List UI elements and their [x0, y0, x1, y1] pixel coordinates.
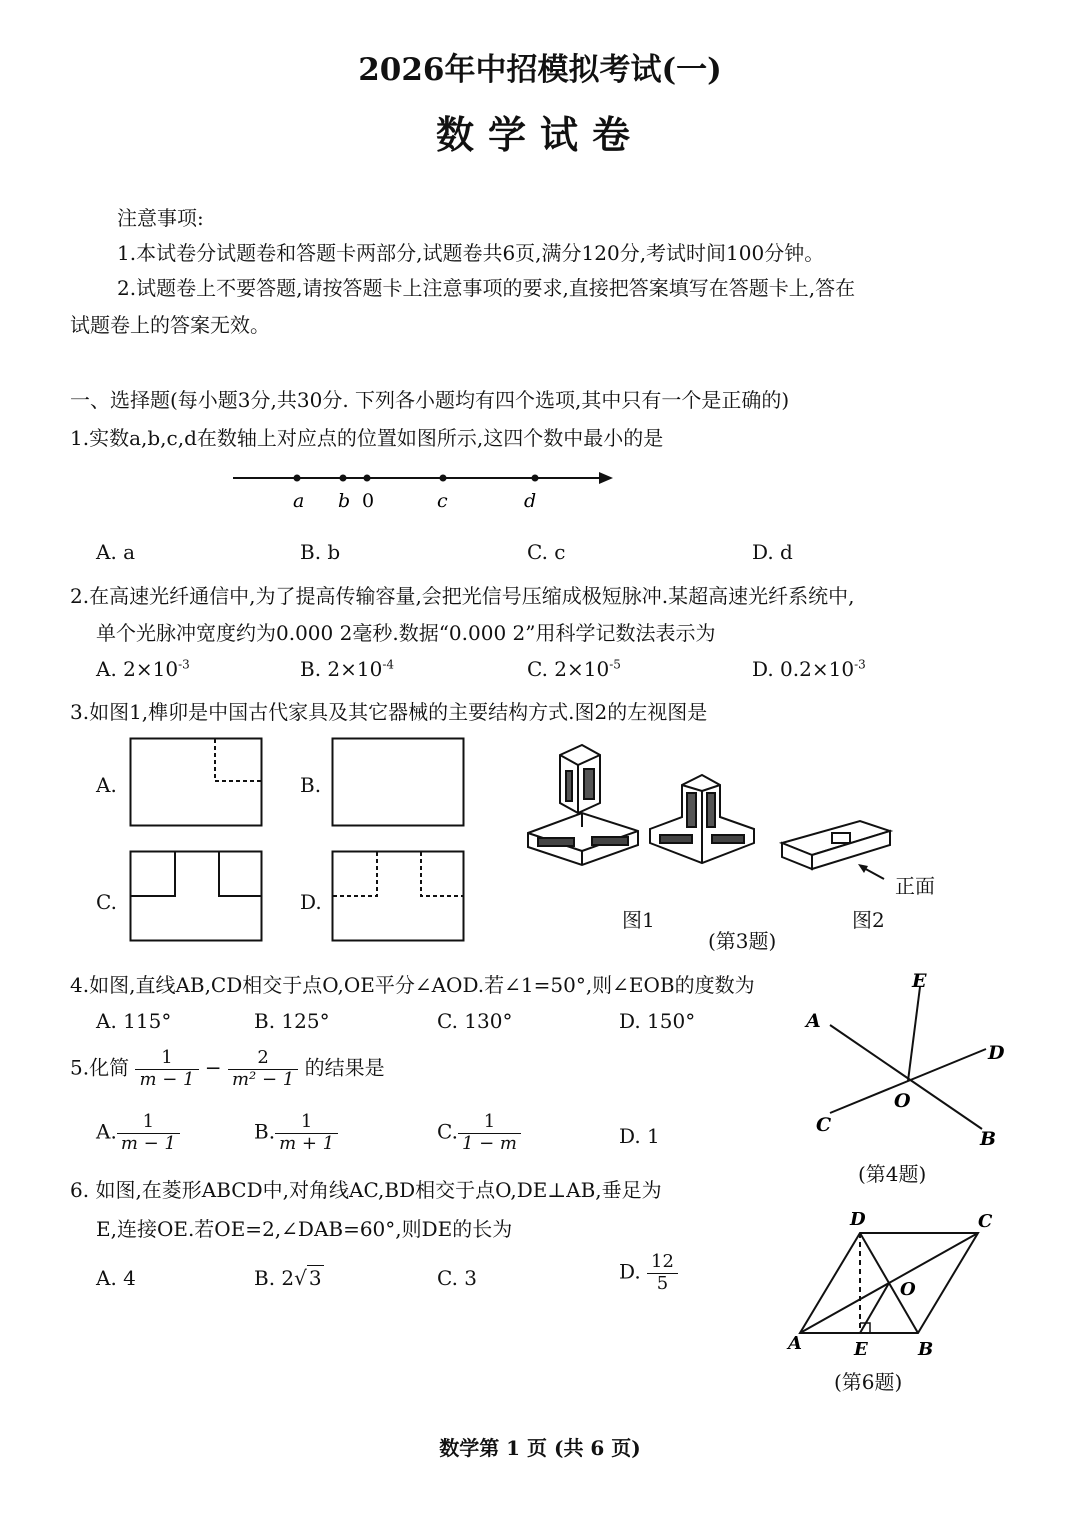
- exam-title: 2026年中招模拟考试(一): [358, 52, 722, 88]
- q4-option-a: A. 115°: [96, 1009, 172, 1033]
- axis-label-c: c: [437, 490, 448, 512]
- q1-number-line: [225, 462, 625, 522]
- q3-figure-1-caption: 图1: [622, 908, 655, 932]
- q4-figure: [800, 965, 1020, 1155]
- q3-figure-1-joinery: [522, 735, 772, 870]
- q5-option-d: D. 1: [619, 1124, 660, 1148]
- svg-text:C: C: [816, 1114, 832, 1136]
- q3-caption: (第3题): [708, 929, 777, 953]
- q2-option-a: A. $2\times 10^{-3}$: [96, 657, 190, 681]
- q5-option-c: C. $\frac{1}{1 - m}$: [437, 1112, 521, 1154]
- q3-option-b-label: B.: [300, 773, 322, 797]
- q2-option-b: B. $2\times 10^{-4}$: [300, 657, 395, 681]
- q3-option-d-view: [331, 850, 467, 944]
- q3-option-c-label: C.: [96, 890, 117, 914]
- q1-option-d: D. d: [752, 540, 793, 564]
- q1-stem: 1.实数a,b,c,d在数轴上对应点的位置如图所示,这四个数中最小的是: [70, 426, 664, 450]
- notice-item-1: 1.本试卷分试题卷和答题卡两部分,试题卷共6页,满分120分,考试时间100分钟。: [117, 241, 825, 265]
- q1-option-a: A. a: [96, 540, 136, 564]
- q6-caption: (第6题): [834, 1370, 903, 1394]
- axis-label-b: b: [338, 490, 351, 512]
- notice-item-2-line-1: 2.试题卷上不要答题,请按答题卡上注意事项的要求,直接把答案填写在答题卡上,答在: [117, 276, 856, 300]
- q2-option-d: D. $0.2\times 10^{-3}$: [752, 657, 866, 681]
- q2-stem-line-1: 2.在高速光纤通信中,为了提高传输容量,会把光信号压缩成极短脉冲.某超高速光纤系统中,: [70, 584, 855, 608]
- svg-text:O: O: [894, 1090, 911, 1112]
- axis-label-d: d: [524, 490, 537, 512]
- q1-option-c: C. c: [527, 540, 566, 564]
- q3-option-a-label: A.: [96, 773, 117, 797]
- subject-title: 数学试卷: [435, 112, 644, 157]
- section-1-heading: 一、选择题(每小题3分,共30分. 下列各小题均有四个选项,其中只有一个是正确的): [70, 388, 790, 412]
- q4-stem: 4.如图,直线AB,CD相交于点O,OE平分∠AOD.若∠1=50°,则∠EOB的度数为: [70, 973, 755, 997]
- svg-text:D: D: [850, 1209, 866, 1230]
- svg-text:B: B: [980, 1128, 997, 1150]
- svg-text:C: C: [978, 1211, 993, 1232]
- q6-option-d: D. $\frac{12}{5}$: [619, 1252, 678, 1294]
- svg-text:E: E: [854, 1339, 868, 1360]
- notice-item-2-line-2: 试题卷上的答案无效。: [70, 313, 270, 337]
- q2-stem-line-2: 单个光脉冲宽度约为0.000 2毫秒.数据“0.000 2”用科学记数法表示为: [96, 621, 716, 645]
- q1-option-b: B. b: [300, 540, 341, 564]
- q5-option-b: B. $\frac{1}{m + 1}$: [254, 1112, 338, 1154]
- q5-option-a: A. $\frac{1}{m - 1}$: [96, 1112, 180, 1154]
- svg-text:O: O: [900, 1279, 916, 1300]
- q3-stem: 3.如图1,榫卯是中国古代家具及其它器械的主要结构方式.图2的左视图是: [70, 700, 708, 724]
- q5-fraction-2: $\frac{2}{\text{m² − 1}}$: [228, 1048, 298, 1090]
- q3-figure-2-caption: 图2: [852, 908, 885, 932]
- q4-option-b: B. 125°: [254, 1009, 330, 1033]
- q5-fraction-1: $\frac{1}{m - 1}$: [135, 1048, 198, 1090]
- q2-option-c: C. $2\times 10^{-5}$: [527, 657, 621, 681]
- svg-text:E: E: [912, 970, 927, 992]
- q3-option-a-view: [129, 737, 265, 829]
- q6-option-b: B. 2√ 3: [254, 1266, 322, 1290]
- q4-option-c: C. 130°: [437, 1009, 513, 1033]
- q6-option-c: C. 3: [437, 1266, 478, 1290]
- q5-stem: 5.化简 $\frac{1}{m - 1}$ − $\frac{2}{\text{m² − 1}}$ 的结果是: [70, 1047, 385, 1090]
- axis-label-zero: 0: [362, 490, 375, 512]
- q6-option-a: A. 4: [96, 1266, 136, 1290]
- q3-option-d-label: D.: [300, 890, 322, 914]
- axis-label-a: a: [293, 490, 305, 512]
- q3-option-b-view: [331, 737, 467, 829]
- svg-text:D: D: [988, 1042, 1005, 1064]
- svg-text:B: B: [918, 1339, 934, 1360]
- page-footer: 数学第 1 页 (共 6 页): [439, 1436, 641, 1460]
- svg-text:A: A: [788, 1333, 802, 1354]
- q3-option-c-view: [129, 850, 265, 944]
- q6-stem-line-1: 6. 如图,在菱形ABCD中,对角线AC,BD相交于点O,DE⊥AB,垂足为: [70, 1178, 662, 1202]
- notice-heading: 注意事项:: [117, 206, 204, 230]
- q6-figure: [780, 1205, 1010, 1365]
- q6-stem-line-2: E,连接OE.若OE=2,∠DAB=60°,则DE的长为: [96, 1217, 513, 1241]
- svg-text:A: A: [806, 1010, 821, 1032]
- q4-option-d: D. 150°: [619, 1009, 696, 1033]
- q3-front-label: 正面: [895, 874, 935, 898]
- q4-caption: (第4题): [858, 1162, 927, 1186]
